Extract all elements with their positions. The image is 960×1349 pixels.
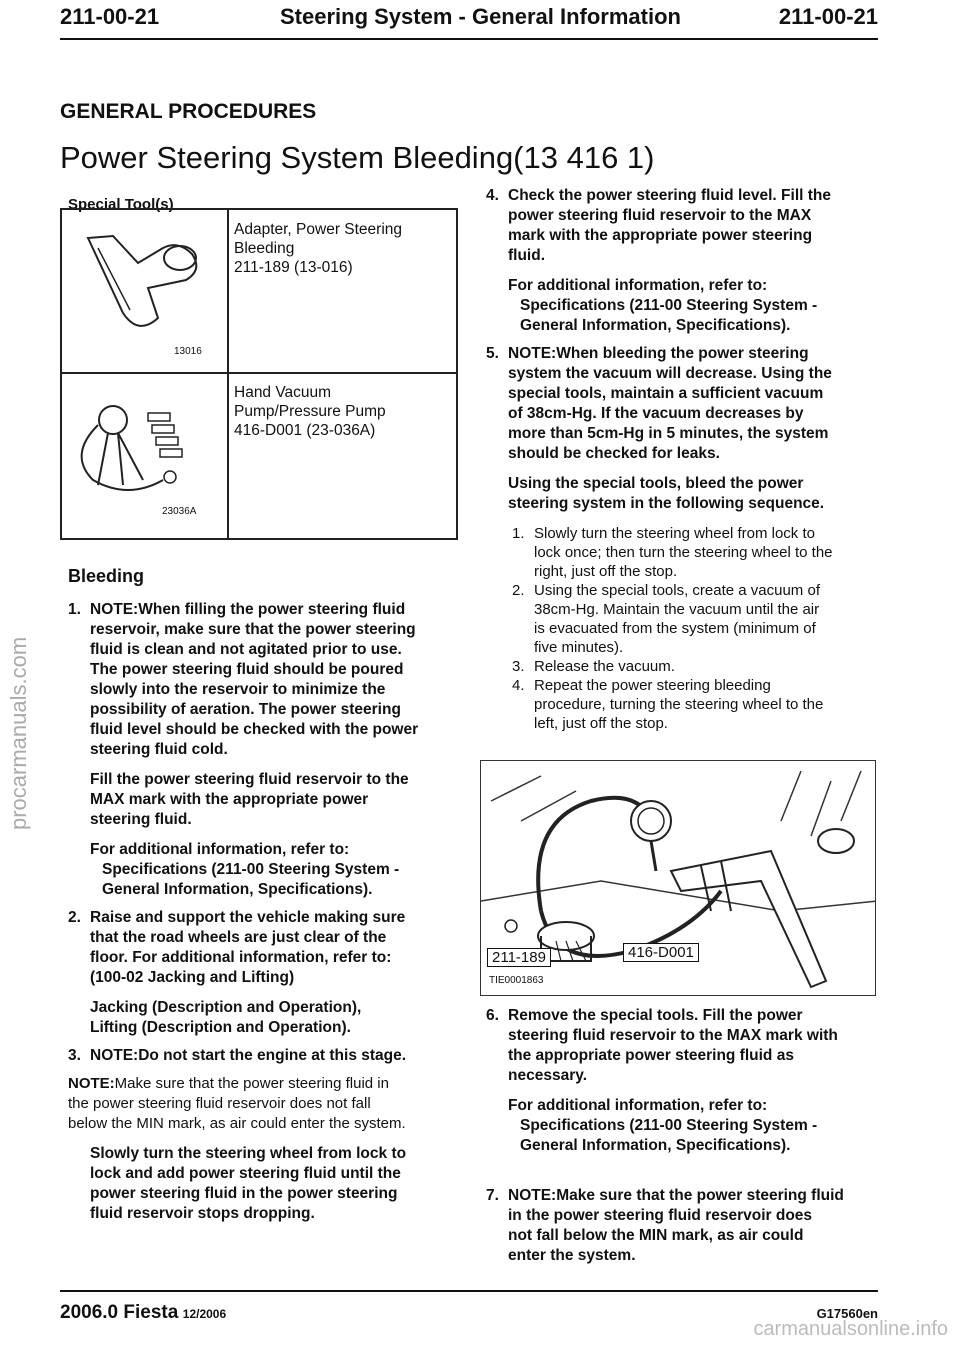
tool-image-code: 13016 — [174, 346, 202, 357]
sub-step-number: 2. — [512, 582, 525, 599]
tool-name: Adapter, Power Steering — [234, 221, 403, 238]
step-text: lock and add power steering fluid until the — [90, 1165, 401, 1182]
step-7 — [486, 1186, 881, 1266]
step-number: 3. — [68, 1047, 81, 1064]
step-number: 5. — [486, 345, 499, 362]
step-6 — [486, 1006, 881, 1156]
tool-name: Bleeding — [234, 240, 295, 257]
note-text: Make sure that the power steering fluid in — [114, 1075, 389, 1092]
page-title: Power Steering System Bleeding(13 416 1) — [60, 140, 655, 175]
reference-link[interactable]: Specifications (211-00 Steering System - — [520, 297, 818, 314]
sub-step — [512, 657, 881, 676]
step-text: Raise and support the vehicle making sure — [90, 909, 406, 926]
reference-link[interactable]: General Information, Specifications). — [520, 1137, 791, 1154]
step-text: NOTE:When bleeding the power steering — [508, 345, 809, 362]
step-text: The power steering fluid should be poured — [90, 661, 404, 678]
sub-step-text: Repeat the power steering bleeding — [534, 677, 771, 694]
step-text: NOTE:Do not start the engine at this stage. — [90, 1047, 407, 1064]
step-text: necessary. — [508, 1067, 587, 1084]
sub-step — [512, 581, 881, 657]
step-number: 1. — [68, 601, 81, 618]
sub-step-number: 3. — [512, 658, 525, 675]
step-text: reservoir, make sure that the power steering — [90, 621, 416, 638]
step-text: mark with the appropriate power steering — [508, 227, 813, 244]
note-text: the power steering fluid reservoir does not fall — [68, 1095, 371, 1112]
step-text: Remove the special tools. Fill the power — [508, 1007, 803, 1024]
step-text: special tools, maintain a sufficient vacuum — [508, 385, 824, 402]
note-text: below the MIN mark, as air could enter the system. — [68, 1115, 406, 1132]
section-heading: GENERAL PROCEDURES — [60, 100, 317, 123]
note-label: NOTE: — [68, 1075, 115, 1092]
sub-step — [512, 524, 881, 581]
step-text: possibility of aeration. The power steering — [90, 701, 401, 718]
step-text: of 38cm-Hg. If the vacuum decreases by — [508, 405, 804, 422]
footer-doc-code: G17560en — [816, 1306, 878, 1321]
step-text: Check the power steering fluid level. Fill the — [508, 187, 831, 204]
tool-name: Pump/Pressure Pump — [234, 403, 386, 420]
step-text: fluid. — [508, 247, 546, 264]
sub-step-number: 4. — [512, 677, 525, 694]
step-number: 7. — [486, 1187, 499, 1204]
step-text: that the road wheels are just clear of the — [90, 929, 387, 946]
tool-description — [234, 383, 386, 440]
sub-step-list — [512, 524, 881, 733]
sub-step-text: left, just off the stop. — [534, 715, 668, 732]
header-title: Steering System - General Information — [280, 4, 681, 29]
step-text: steering fluid reservoir to the MAX mark with — [508, 1027, 838, 1044]
footer-model: 2006.0 Fiesta — [60, 1302, 179, 1323]
step-number: 6. — [486, 1007, 499, 1024]
table-divider — [62, 372, 456, 374]
step-text: fluid reservoir stops dropping. — [90, 1205, 315, 1222]
special-tools-table — [60, 208, 458, 540]
reference-label: For additional information, refer to: — [90, 841, 350, 858]
reference-label: For additional information, refer to: — [508, 277, 768, 294]
reference-link[interactable]: Specifications (211-00 Steering System - — [102, 861, 400, 878]
footer-rule — [60, 1290, 878, 1292]
step-text: fluid level should be checked with the power — [90, 721, 419, 738]
step-text: slowly into the reservoir to minimize the — [90, 681, 386, 698]
reference-link[interactable]: General Information, Specifications). — [102, 881, 373, 898]
special-tools-label: Special Tool(s) — [68, 196, 174, 213]
step-text: floor. For additional information, refer to: — [90, 949, 392, 966]
sub-step-text: Release the vacuum. — [534, 658, 675, 675]
sub-step-number: 1. — [512, 525, 525, 542]
step-2 — [68, 908, 468, 1038]
step-text: Using the special tools, bleed the power — [508, 475, 804, 492]
step-text: not fall below the MIN mark, as air could — [508, 1227, 804, 1244]
sub-step-text: Slowly turn the steering wheel from lock to — [534, 525, 815, 542]
step-text: power steering fluid in the power steering — [90, 1185, 398, 1202]
adapter-tool-illustration — [68, 218, 218, 338]
callout-label: 211-189 — [487, 948, 551, 967]
step-number: 4. — [486, 187, 499, 204]
step-text: steering fluid cold. — [90, 741, 228, 758]
callout-label: 416-D001 — [623, 943, 699, 962]
header-code-left: 211-00-21 — [60, 4, 160, 29]
step-text: Fill the power steering fluid reservoir to the — [90, 771, 409, 788]
step-text: steering fluid. — [90, 811, 192, 828]
step-text: MAX mark with the appropriate power — [90, 791, 369, 808]
table-divider — [227, 210, 229, 538]
tool-number: 211-189 (13-016) — [234, 259, 353, 276]
sub-step-text: right, just off the stop. — [534, 563, 678, 580]
watermark-text: procarmanuals.com — [6, 636, 31, 830]
step-text: system the vacuum will decrease. Using the — [508, 365, 832, 382]
step-text: steering system in the following sequence. — [508, 495, 825, 512]
step-text: enter the system. — [508, 1247, 636, 1264]
step-text: the appropriate power steering fluid as — [508, 1047, 794, 1064]
bleeding-heading: Bleeding — [68, 566, 145, 586]
sub-step-text: lock once; then turn the steering wheel to the — [534, 544, 833, 561]
vacuum-pump-illustration — [68, 385, 218, 500]
reference-link[interactable]: Specifications (211-00 Steering System - — [520, 1117, 818, 1134]
step-text: more than 5cm-Hg in 5 minutes, the system — [508, 425, 829, 442]
step-4 — [486, 186, 881, 336]
step-text: NOTE:When filling the power steering fluid — [90, 601, 406, 618]
reference-link[interactable]: (100-02 Jacking and Lifting) — [90, 969, 295, 986]
sub-step-text: Using the special tools, create a vacuum of — [534, 582, 820, 599]
sub-step — [512, 676, 881, 733]
step-3 — [68, 1046, 468, 1224]
step-text: in the power steering fluid reservoir does — [508, 1207, 813, 1224]
tool-name: Hand Vacuum — [234, 384, 332, 401]
bleeding-figure — [480, 760, 876, 996]
tool-image-code: 23036A — [162, 506, 197, 517]
page-header — [60, 4, 878, 36]
reference-link[interactable]: Jacking (Description and Operation), — [90, 999, 362, 1016]
bottom-watermark: carmanualsonline.info — [753, 1318, 948, 1340]
step-text: should be checked for leaks. — [508, 445, 720, 462]
figure-id: TIE0001863 — [489, 975, 544, 986]
sub-step-text: procedure, turning the steering wheel to the — [534, 696, 824, 713]
step-1 — [68, 600, 468, 900]
step-5 — [486, 344, 881, 733]
reference-label: For additional information, refer to: — [508, 1097, 768, 1114]
footer-date: 12/2006 — [182, 1307, 227, 1321]
step-text: NOTE:Make sure that the power steering fluid — [508, 1187, 844, 1204]
tool-description — [234, 220, 402, 277]
step-number: 2. — [68, 909, 81, 926]
sub-step-text: 38cm-Hg. Maintain the vacuum until the air — [534, 601, 820, 618]
step-text: fluid is clean and not agitated prior to use. — [90, 641, 402, 658]
header-code-right: 211-00-21 — [778, 4, 878, 29]
side-watermark — [6, 560, 32, 830]
reference-link[interactable]: General Information, Specifications). — [520, 317, 791, 334]
step-text: power steering fluid reservoir to the MAX — [508, 207, 812, 224]
header-rule — [60, 38, 878, 40]
step-text: Slowly turn the steering wheel from lock to — [90, 1145, 407, 1162]
sub-step-text: five minutes). — [534, 639, 624, 656]
tool-number: 416-D001 (23-036A) — [234, 422, 376, 439]
sub-step-text: is evacuated from the system (minimum of — [534, 620, 816, 637]
reference-link[interactable]: Lifting (Description and Operation). — [90, 1019, 351, 1036]
